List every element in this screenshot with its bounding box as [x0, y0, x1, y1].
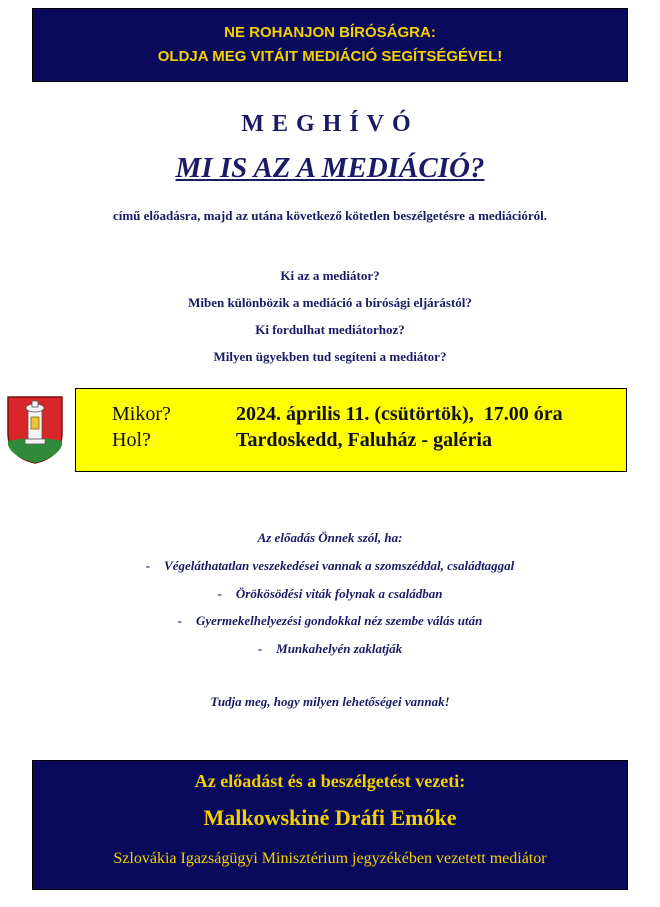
dash-bullet: - — [217, 585, 222, 601]
list-item — [0, 552, 660, 580]
top-banner-line-1: NE ROHANJON BÍRÓSÁGRA: — [224, 24, 436, 41]
question-item: Miben különbözik a mediáció a bírósági eljárástól? — [188, 295, 472, 310]
presenter-role: Szlovákia Igazságügyi Minisztérium jegyzékében vezetett mediátor — [113, 850, 547, 867]
top-banner-line-2: OLDJA MEG VITÁIT MEDIÁCIÓ SEGÍTSÉGÉVEL! — [157, 48, 503, 65]
main-title: MI IS AZ A MEDIÁCIÓ? — [175, 152, 485, 184]
event-where-row — [112, 429, 616, 455]
closing-line: Tudja meg, hogy milyen lehetőségei vannak! — [210, 694, 450, 709]
dash-bullet: - — [257, 640, 263, 656]
village-crest-icon — [6, 395, 64, 465]
event-info-box — [75, 388, 627, 472]
list-item-text: Örökösödési viták folynak a családban — [235, 585, 443, 601]
audience-list — [0, 552, 660, 662]
top-banner — [32, 8, 628, 82]
list-item-text: Gyermekelhelyezési gondokkal néz szembe válás után — [196, 613, 483, 628]
question-item: Ki fordulhat mediátorhoz? — [255, 322, 405, 337]
event-when-label: Mikor? — [112, 403, 171, 425]
list-item-text: Munkahelyén zaklatják — [276, 640, 403, 656]
audience-intro: Az előadás Önnek szól, ha: — [257, 530, 403, 545]
list-item-text: Végeláthatatlan veszekedései vannak a szomszéddal, családtaggal — [164, 558, 515, 573]
list-item — [0, 607, 660, 635]
presenter-banner — [32, 760, 628, 890]
event-where-label: Hol? — [112, 429, 151, 451]
event-when-value: 2024. április 11. (csütörtök), 17.00 óra — [236, 403, 563, 425]
list-item — [0, 635, 660, 663]
subtitle: című előadásra, majd az utána következő kötetlen beszélgetésre a mediációról. — [112, 208, 548, 223]
event-when-row — [112, 403, 616, 429]
list-item — [0, 580, 660, 608]
question-item: Milyen ügyekben tud segíteni a mediátor? — [213, 349, 447, 364]
question-list — [0, 262, 660, 370]
dash-bullet: - — [145, 558, 151, 573]
invitation-label: MEGHÍVÓ — [241, 111, 419, 137]
question-item: Ki az a mediátor? — [280, 268, 380, 283]
presenter-name: Malkowskiné Dráfi Emőke — [203, 805, 457, 830]
presenter-heading: Az előadást és a beszélgetést vezeti: — [194, 771, 466, 791]
dash-bullet: - — [177, 613, 182, 628]
event-where-value: Tardoskedd, Faluház - galéria — [236, 429, 492, 451]
